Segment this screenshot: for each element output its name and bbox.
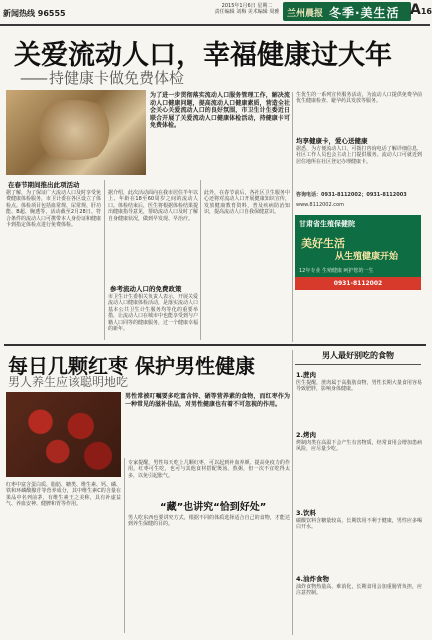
sidebar-item-body: 油炸食物热量高、难消化，长期食用会加重肠胃负担，应注意控制。 [296,584,422,597]
article1-website[interactable]: www.8112002.com [296,202,344,208]
hospital-ad[interactable] [295,215,421,290]
ad-brand: 甘肃省生殖保健院 [299,220,355,228]
article1-photo [6,90,146,175]
sidebar-item-body: 医生提醒，蔗肉属于高脂肪食物，男性长期大量食用容易导致肥胖，影响身体健康。 [296,380,422,393]
article1-right-body: 据悉，为方便流动人口，可拨打咨询电话了解详细信息，社区工作人员也会主动上门提供服务。流动人口可就近到居住地所在社区登记办理健康卡。 [296,146,422,165]
ad-tagline: 12年专业 生殖健康 呵护您的一生 [299,268,374,274]
section-title: 冬季·美生活 [329,6,400,20]
article1-contact: 咨询电话：0931-8112002；0931-8112003 [296,192,407,198]
column-divider [292,92,293,342]
dateline [212,3,282,15]
sidebar-item-title: 3.饮料 [296,509,316,517]
article2-body-b: 专家提醒，男性每天吃上几颗红枣，可以起到补血养颜、提高免疫力的作用。红枣可生吃，也可与其他食材搭配煲汤、熬粥，但一次不宜吃得太多，以免引起胀气。 [128,460,290,479]
article1-subhead-b: 参考流动人口的免费政策 [110,285,182,293]
article1-lead: 为了进一步贯彻落实流动人口服务管理工作，解决流动人口健康问题，提高流动人口健康素质，营造全社会关心关爱流动人口的良好氛围，市卫生计生委近日联合开展了关爱流动人口健康体检活动，持健康卡可免费体检。 [150,92,290,130]
dateline-date: 2015年1月6日 星期二 [221,3,273,9]
sidebar-title: 男人最好别吃的食物 [295,350,421,365]
article1-body-a: 据了解，为了保证广大流动人口及时享受免费健康体检服务，市卫计委在各区设立了体检点。体检项目包括血常规、尿常规、肝功能、B超、胸透等，活动截至2月28日。符合条件的流动人口可携带本人身份证和健康卡到指定体检点进行免费体检。 [6,190,102,229]
column-divider [124,458,125,633]
article1-body-c: 市卫生计生委相关负责人表示，开展关爱流动人口健康体检活动，是落实流动人口基本公共卫生计生服务均等化的重要举措，让流动人口在城市中也能享受到与户籍人口同等的健康服务，过一个健康幸福的新年。 [108,294,199,333]
red-dates-photo [6,392,121,477]
article2-body-a: 红枣中富含蛋白质、脂肪、糖类、维生素、钙、磷、铁和环磷酸腺苷等营养成分，其中维生素C的含量在果品中名列前茅，有维生素王之美称，具有补虚益气、养血安神、健脾和胃等作用。 [6,482,122,508]
article1-subhead-a: 在春节期间推出此项活动 [8,181,80,189]
column-divider [292,350,293,635]
sidebar-item-body: 烤制肉类在高温下会产生有害物质，经常食用会增加患病风险，应尽量少吃。 [296,440,422,453]
sidebar-item-title: 1.蔗肉 [296,371,316,379]
article2-subheadline: 男人养生应该聪明地吃 [8,375,129,389]
article1-subheadline: —— 持健康卡做免费体检 [20,67,184,88]
column-divider [104,180,105,340]
page-number: A16 [410,2,432,18]
article2-quote-body: 男人吃东西也要讲究方式，根据不同的体质选择适合自己的食物，才能达到养生保健的目的。 [128,515,290,528]
dateline-editors: 责任编辑 刘梅 美术编辑 周雅 [214,9,280,15]
newspaper-logo: 兰州晨报 [287,9,324,19]
ad-slogan-1: 美好生活 [301,237,345,250]
article2-quote-title: “藏”也讲究“恰到好处” [160,502,267,513]
article1-body-d: 此外，在春节前后，各社区卫生服务中心还将对流动人口开展健康知识宣传，发放健康教育资料，普及疾病防治知识，提高流动人口自我保健意识。 [204,190,290,216]
ad-slogan-2: 从生殖健康开始 [335,252,399,262]
sidebar-item-title: 2.烤肉 [296,431,316,439]
column-divider [200,180,201,340]
masthead-bar [0,0,430,26]
article1-headline: 关爱流动人口，幸福健康过大年 [14,40,392,71]
article1-body-b: 据介绍，此次活动面向在我市居住半年以上、年龄在18至60周岁之间的流动人口。体检结束后，医生将根据体检结果提出健康指导意见，帮助流动人口及时了解自身健康状况，做到早发现、早治疗。 [108,190,199,222]
ad-phone[interactable]: 0931-8112002 [295,277,421,290]
sidebar-item-body: 碳酸饮料含糖量较高，长期饮用不利于健康，男性应多喝白开水。 [296,518,422,531]
section-banner [283,2,411,21]
section-divider [4,344,426,346]
article1-right-top: 生优生的一系列宣传服务活动，为流动人口提供免费孕前优生健康检查、避孕药具发放等服务。 [296,92,422,105]
article2-headline: 每日几颗红枣 保护男性健康 [8,354,255,378]
article1-right-subhead: 均享健康卡，爱心送健康 [296,137,368,145]
sidebar-item-title: 4.油炸食物 [296,575,329,583]
article2-lead: 男性常被叮嘱要多吃富含锌、硒等营养素的食物，而红枣作为一种常见的滋补佳品，对男性健康也有着不可忽视的作用。 [125,393,290,408]
news-hotline: 新闻热线 96555 [3,9,66,18]
